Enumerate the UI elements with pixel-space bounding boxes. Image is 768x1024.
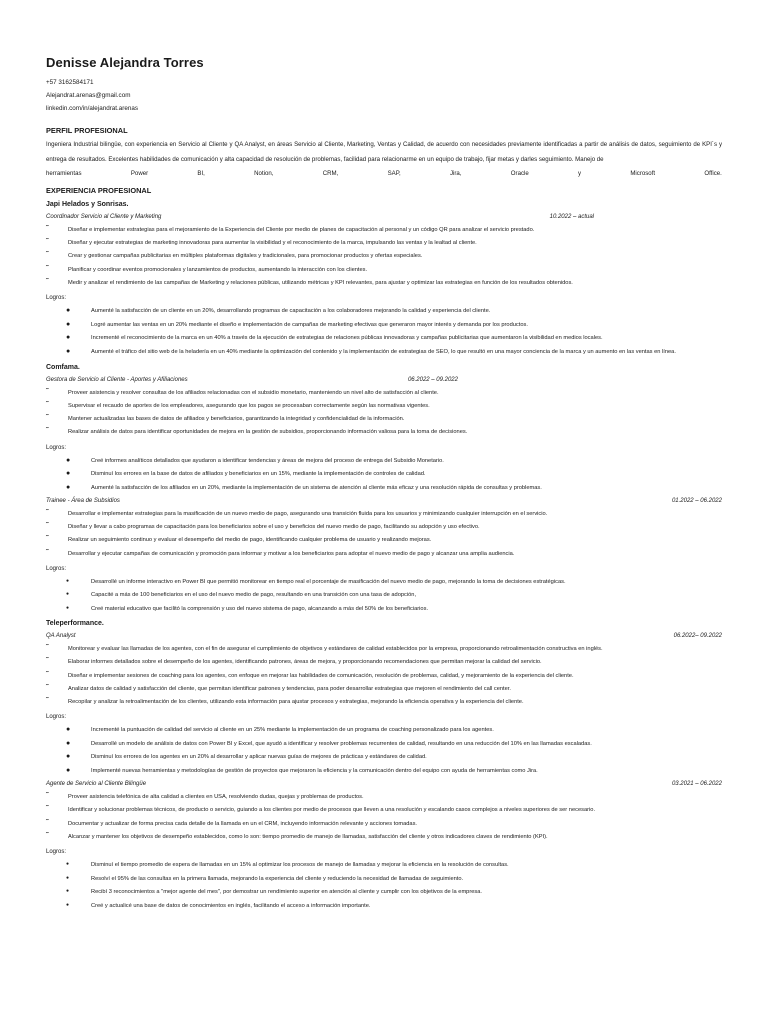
achievement-item bbox=[46, 332, 722, 346]
company-name: Teleperformance. bbox=[46, 620, 104, 628]
role-dates: 06.2022 – 09.2022 bbox=[407, 377, 458, 384]
duties-list bbox=[46, 643, 722, 709]
duty-text: Planificar y coordinar eventos promocionales y lanzamientos de productos, aumentando la interacción con los clientes. bbox=[68, 266, 368, 273]
duty-item bbox=[46, 387, 722, 400]
duty-text: Medir y analizar el rendimiento de las campañas de Marketing y relaciones públicas, utilizando métricas y KPI relevantes, para ajustar y optimizar las estrategias en función de los resultados obtenidos. bbox=[68, 279, 573, 286]
contact-block bbox=[46, 76, 722, 115]
dash-bullet-icon: ˜ bbox=[46, 413, 49, 423]
tool-word: Power bbox=[130, 170, 149, 178]
dot-bullet-icon: ● bbox=[66, 307, 71, 315]
dash-bullet-icon: ˜ bbox=[46, 386, 49, 396]
achievements-list bbox=[46, 305, 722, 359]
dash-bullet-icon: ˜ bbox=[46, 817, 49, 827]
dash-bullet-icon: ˜ bbox=[46, 223, 49, 233]
achievement-text: Incrementé la puntuación de calidad del servicio al cliente en un 25% mediante la implementación de un programa de coaching personalizado para los agentes. bbox=[91, 727, 494, 734]
company-name: Japi Helados y Sonrisas. bbox=[46, 201, 129, 209]
duty-text: Diseñar y ejecutar estrategias de marketing innovadoras para aumentar la visibilidad y el reconocimiento de la marca, impulsando las ventas y la lealtad al cliente. bbox=[68, 239, 477, 246]
duty-text: Documentar y actualizar de forma precisa cada detalle de la llamada en un el CRM, incluyendo información relevante y acciones tomadas. bbox=[68, 820, 418, 827]
tool-word: CRM, bbox=[322, 170, 339, 178]
duty-text: Monitorear y evaluar las llamadas de los agentes, con el fin de asegurar el cumplimiento de objetivos y estándares de calidad establecidos por la empresa, proporcionando retroalimentación constructiva en inglés. bbox=[68, 645, 603, 652]
achievement-item bbox=[46, 873, 722, 887]
duty-item bbox=[46, 250, 722, 263]
tool-word: SAP, bbox=[387, 170, 401, 178]
dash-bullet-icon: ˜ bbox=[46, 263, 49, 273]
duties-list bbox=[46, 508, 722, 561]
duties-list bbox=[46, 387, 722, 440]
achievement-text: Disminuí el tiempo promedio de espera de llamadas en un 15% al optimizar los procesos de manejo de llamadas y mejorar la eficiencia en la resolución de consultas. bbox=[91, 862, 509, 869]
duty-item bbox=[46, 804, 722, 817]
achievements-list bbox=[46, 455, 722, 496]
dot-bullet-icon: ● bbox=[66, 766, 71, 774]
profile-heading: PERFIL PROFESIONAL bbox=[46, 126, 128, 135]
duty-text: Desarrollar e implementar estrategias para la masificación de un nuevo medio de pago, asegurando una transición fluida para los usuarios y minimizando cualquier interrupción en el servicio. bbox=[68, 510, 548, 517]
duty-text: Supervisar el recaudo de aportes de los empleadores, asegurando que los pagos se procesaban correctamente según las normativas vigentes. bbox=[68, 402, 430, 409]
dot-bullet-icon: ● bbox=[66, 577, 70, 584]
duty-text: Crear y gestionar campañas publicitarias en múltiples plataformas digitales y tradicionales, para promocionar productos y ofertas especiales. bbox=[68, 253, 423, 260]
duty-item bbox=[46, 413, 722, 426]
duty-item bbox=[46, 508, 722, 521]
duty-text: Recopilar y analizar la retroalimentación de los clientes, utilizando esta información para ajustar procesos y estrategias, mejorando la eficiencia operativa y la experiencia del cliente. bbox=[68, 699, 524, 706]
profile-tools-line bbox=[46, 167, 722, 182]
achievement-item bbox=[46, 765, 722, 779]
dot-bullet-icon: ● bbox=[66, 483, 71, 491]
dash-bullet-icon: ˜ bbox=[46, 507, 49, 517]
dot-bullet-icon: ● bbox=[66, 753, 71, 761]
dash-bullet-icon: ˜ bbox=[46, 790, 49, 800]
achievement-item bbox=[46, 751, 722, 765]
duty-item bbox=[46, 521, 722, 534]
achievement-text: Creé material educativo que facilitó la comprensión y uso del nuevo sistema de pago, alcanzando a más del 50% de los beneficiarios. bbox=[91, 605, 429, 612]
duty-text: Diseñar e implementar sesiones de coaching para los agentes, con enfoque en mejorar las habilidades de comunicación, resolución de problemas, calidad, y mejoramiento de la experiencia del cliente. bbox=[68, 672, 574, 679]
tool-word: y bbox=[578, 170, 582, 178]
linkedin-url: linkedin.com/in/alejandrat.arenas bbox=[46, 105, 139, 112]
achievement-item bbox=[46, 886, 722, 900]
dot-bullet-icon: ● bbox=[66, 334, 71, 342]
achievement-text: Disminuí los errores de los agentes en un 20% al desarrollar y aplicar nuevas guías de mejores de prácticas y estándares de calidad. bbox=[91, 754, 427, 761]
dash-bullet-icon: ˜ bbox=[46, 534, 49, 544]
duty-text: Realizar análisis de datos para identificar oportunidades de mejora en la gestión de subsidios, proporcionando información valiosa para la toma de decisiones. bbox=[68, 429, 468, 436]
role-title: QA Analyst bbox=[46, 633, 76, 640]
company-name: Comfama. bbox=[46, 364, 80, 372]
duty-text: Realizar un seguimiento continuo y evaluar el desempeño del medio de pago, identificando cualquier problema de usuario y realizando mejoras. bbox=[68, 537, 432, 544]
role-header bbox=[46, 778, 722, 791]
achievement-text: Creé y actualicé una base de datos de conocimientos en inglés, facilitando el acceso a información importante. bbox=[91, 902, 371, 909]
dash-bullet-icon: ˜ bbox=[46, 696, 49, 706]
candidate-name: Denisse Alejandra Torres bbox=[46, 55, 204, 70]
duty-item bbox=[46, 818, 722, 831]
dash-bullet-icon: ˜ bbox=[46, 669, 49, 679]
achievement-text: Recibí 3 reconocimientos a "mejor agente del mes", por demostrar un rendimiento superior en atención al cliente y cumplir con los objetivos de la empresa. bbox=[91, 889, 482, 896]
duty-item bbox=[46, 426, 722, 439]
dot-bullet-icon: ● bbox=[66, 739, 71, 747]
role-header bbox=[46, 630, 722, 643]
tool-word: Oracle bbox=[510, 170, 529, 178]
achievement-item bbox=[46, 305, 722, 319]
duty-text: Diseñar y llevar a cabo programas de capacitación para los beneficiarios sobre el uso y beneficios del nuevo medio de pago, facilitando su adopción y uso efectivo. bbox=[68, 524, 480, 531]
tool-word: herramientas bbox=[46, 170, 82, 178]
dash-bullet-icon: ˜ bbox=[46, 804, 49, 814]
dash-bullet-icon: ˜ bbox=[46, 426, 49, 436]
achievements-label: Logros: bbox=[46, 295, 67, 302]
dot-bullet-icon: ● bbox=[66, 347, 71, 355]
dot-bullet-icon: ● bbox=[66, 320, 71, 328]
achievement-item bbox=[46, 859, 722, 873]
achievements-label: Logros: bbox=[46, 849, 67, 856]
achievement-item bbox=[46, 455, 722, 469]
role-title: Trainee - Área de Subsidios bbox=[46, 498, 120, 505]
achievement-text: Disminuí los errores en la base de datos de afiliados y beneficiarios en un 15%, mediante la implementación de controles de calidad. bbox=[91, 471, 426, 478]
achievement-text: Desarrollé un informe interactivo en Power BI que permitió monitorear en tiempo real el porcentaje de masificación del nuevo medio de pago, mejorando la toma de decisiones estratégicas. bbox=[91, 578, 566, 585]
dot-bullet-icon: ● bbox=[66, 591, 70, 598]
duty-item bbox=[46, 277, 722, 290]
role-title: Agente de Servicio al Cliente Bilingüe bbox=[46, 781, 147, 788]
duties-list bbox=[46, 224, 722, 290]
duty-text: Mantener actualizadas las bases de datos de afiliados y beneficiarios, garantizando la integridad y confidencialidad de la información. bbox=[68, 416, 405, 423]
achievements-list bbox=[46, 859, 722, 913]
duty-text: Alcanzar y mantener los objetivos de desempeño establecidos, como lo son: tiempo promedio de manejo de llamadas, satisfacción del cliente y otros indicadores claves de rendimiento (KPI). bbox=[68, 833, 548, 840]
dot-bullet-icon: ● bbox=[66, 604, 70, 611]
dash-bullet-icon: ˜ bbox=[46, 547, 49, 557]
achievement-item bbox=[46, 319, 722, 333]
achievements-list bbox=[46, 724, 722, 778]
role-dates: 10.2022 – actual bbox=[549, 214, 594, 221]
duty-text: Proveer asistencia y resolver consultas de los afiliados relacionadas con el subsidio monetario, manteniendo un nivel alto de satisfacción al cliente. bbox=[68, 389, 439, 396]
duty-item bbox=[46, 264, 722, 277]
role-header bbox=[46, 374, 722, 387]
achievement-item bbox=[46, 724, 722, 738]
achievement-text: Aumenté la satisfacción de un cliente en un 20%, desarrollando programas de capacitación a los colaboradores mejorando la calidad y experiencia del cliente. bbox=[91, 308, 491, 315]
duty-text: Proveer asistencia telefónica de alta calidad a clientes en USA, resolviendo dudas, quejas y problemas de productos. bbox=[68, 793, 364, 800]
duty-item bbox=[46, 791, 722, 804]
duty-item bbox=[46, 237, 722, 250]
dash-bullet-icon: ˜ bbox=[46, 236, 49, 246]
dot-bullet-icon: ● bbox=[66, 726, 71, 734]
achievement-item bbox=[46, 900, 722, 914]
dot-bullet-icon: ● bbox=[66, 874, 70, 881]
duty-item bbox=[46, 696, 722, 709]
duty-text: Elaborar informes detallados sobre el desempeño de los agentes, identificando patrones, áreas de mejora, y proporcionando recomendaciones que permitan mejorar la calidad del servicio. bbox=[68, 659, 542, 666]
dot-bullet-icon: ● bbox=[66, 861, 70, 868]
achievement-text: Aumenté el tráfico del sitio web de la heladería en un 40% mediante la optimización del contenido y la implementación de estrategias de SEO, lo que resultó en una mayor conciencia de la marca y un aumento en las ventas en línea. bbox=[91, 348, 676, 355]
achievement-item bbox=[46, 738, 722, 752]
achievements-label: Logros: bbox=[46, 714, 67, 721]
role-header bbox=[46, 211, 722, 224]
achievement-item bbox=[46, 482, 722, 496]
role-header bbox=[46, 495, 722, 508]
role-dates: 01.2022 – 06.2022 bbox=[671, 498, 722, 505]
achievement-text: Capacité a más de 100 beneficiarios en el uso del nuevo medio de pago, resultando en una transición con una tasa de adopción, bbox=[91, 592, 417, 599]
achievements-label: Logros: bbox=[46, 565, 67, 572]
duty-item bbox=[46, 534, 722, 547]
dot-bullet-icon: ● bbox=[66, 456, 71, 464]
duty-item bbox=[46, 670, 722, 683]
tool-word: Notion, bbox=[254, 170, 274, 178]
phone-number: +57 3162584171 bbox=[46, 79, 94, 86]
achievements-list bbox=[46, 576, 722, 617]
achievement-item bbox=[46, 576, 722, 590]
duty-item bbox=[46, 656, 722, 669]
duty-text: Analizar datos de calidad y satisfacción del cliente, que permitan identificar patrones y tendencias, para poder desarrollar estrategias que mejoren el rendimiento del call center. bbox=[68, 685, 511, 692]
dash-bullet-icon: ˜ bbox=[46, 399, 49, 409]
achievement-text: Creé informes analíticos detallados que ayudaron a identificar tendencias y áreas de mejora del proceso de entrega del Subsidio Monetario. bbox=[91, 457, 444, 464]
experience-heading: EXPERIENCIA PROFESIONAL bbox=[46, 186, 152, 196]
duty-item bbox=[46, 400, 722, 413]
role-dates: 06.2022– 09.2022 bbox=[673, 633, 722, 640]
duty-item bbox=[46, 224, 722, 237]
dash-bullet-icon: ˜ bbox=[46, 682, 49, 692]
role-title: Gestora de Servicio al Cliente - Aportes y Afiliaciones bbox=[46, 377, 188, 384]
dash-bullet-icon: ˜ bbox=[46, 830, 49, 840]
dash-bullet-icon: ˜ bbox=[46, 276, 49, 286]
duty-text: Diseñar e implementar estrategias para el mejoramiento de la Experiencia del Cliente por medio de planes de capacitación al personal y un código QR para analizar el servicio prestado. bbox=[68, 226, 535, 233]
duty-item bbox=[46, 643, 722, 656]
achievement-item bbox=[46, 603, 722, 617]
duty-item bbox=[46, 548, 722, 561]
achievement-item bbox=[46, 346, 722, 360]
duties-list bbox=[46, 791, 722, 844]
dash-bullet-icon: ˜ bbox=[46, 656, 49, 666]
achievements-label: Logros: bbox=[46, 444, 67, 451]
achievement-item bbox=[46, 589, 722, 603]
duty-item bbox=[46, 831, 722, 844]
achievement-text: Resolví el 95% de las consultas en la primera llamada, mejorando la experiencia del cliente y reduciendo la necesidad de llamadas de seguimiento. bbox=[91, 875, 464, 882]
duty-text: Identificar y solucionar problemas técnicos, de producto o servicio, guiando a los clientes por medio de procesos que lleven a una resolución y escalando casos complejos a niveles superiores de ser necesario. bbox=[68, 807, 596, 814]
achievement-item bbox=[46, 468, 722, 482]
achievement-text: Desarrollé un modelo de análisis de datos con Power BI y Excel, que ayudó a identificar y resolver problemas recurrentes de calidad, resultando en una reducción del 10% en las llamadas escaladas. bbox=[91, 740, 592, 747]
duty-text: Desarrollar y ejecutar campañas de comunicación y promoción para informar y motivar a los beneficiarios para adoptar el nuevo medio de pago y alcanzar una amplia audiencia. bbox=[68, 550, 515, 557]
dash-bullet-icon: ˜ bbox=[46, 250, 49, 260]
achievement-text: Implementé nuevas herramientas y metodologías de gestión de proyectos que mejoraron la eficiencia y la comunicación dentro del equipo con ayuda de herramientas como Jira. bbox=[91, 767, 538, 774]
tool-word: Jira, bbox=[450, 170, 462, 178]
profile-summary: Ingeniera Industrial bilingüe, con experiencia en Servicio al Cliente y QA Analyst, en áreas Servicio al Cliente, Marketing, Ventas y Calidad, de acuerdo con necesidades previamente identificadas a partir de análisis de datos, seguimiento de KPI´s y entrega de resultados. Excelentes habilidades de comunicación y alta capacidad de resolución de problemas, facilidad para relacionarme en un equipo de trabajo, fijar metas y darles seguimiento. Manejo de bbox=[46, 141, 722, 163]
dash-bullet-icon: ˜ bbox=[46, 521, 49, 531]
dot-bullet-icon: ● bbox=[66, 470, 71, 478]
tool-word: Office. bbox=[704, 170, 722, 178]
achievement-text: Incrementé el reconocimiento de la marca en un 40% a través de la ejecución de estrategias de relaciones públicas innovadoras y campañas publicitarias que aumentaron la visibilidad en medios locales. bbox=[91, 335, 603, 342]
duty-item bbox=[46, 683, 722, 696]
dot-bullet-icon: ● bbox=[66, 888, 70, 895]
role-dates: 03.2021 – 06.2022 bbox=[671, 781, 722, 788]
dot-bullet-icon: ● bbox=[66, 901, 70, 908]
tool-word: BI, bbox=[197, 170, 205, 178]
tool-word: Microsoft bbox=[630, 170, 656, 178]
email-address: Alejandrat.arenas@gmail.com bbox=[46, 92, 131, 99]
role-title: Coordinador Servicio al Cliente y Marketing bbox=[46, 214, 162, 221]
achievement-text: Aumenté la satisfacción de los afiliados en un 20%, mediante la implementación de un sistema de atención al cliente más eficaz y una resolución rápida de consultas y problemas. bbox=[91, 484, 542, 491]
dash-bullet-icon: ˜ bbox=[46, 642, 49, 652]
achievement-text: Logré aumentar las ventas en un 20% mediante el diseño e implementación de campañas de marketing efectivas que generaron mayor interés y demanda por los productos. bbox=[91, 321, 528, 328]
